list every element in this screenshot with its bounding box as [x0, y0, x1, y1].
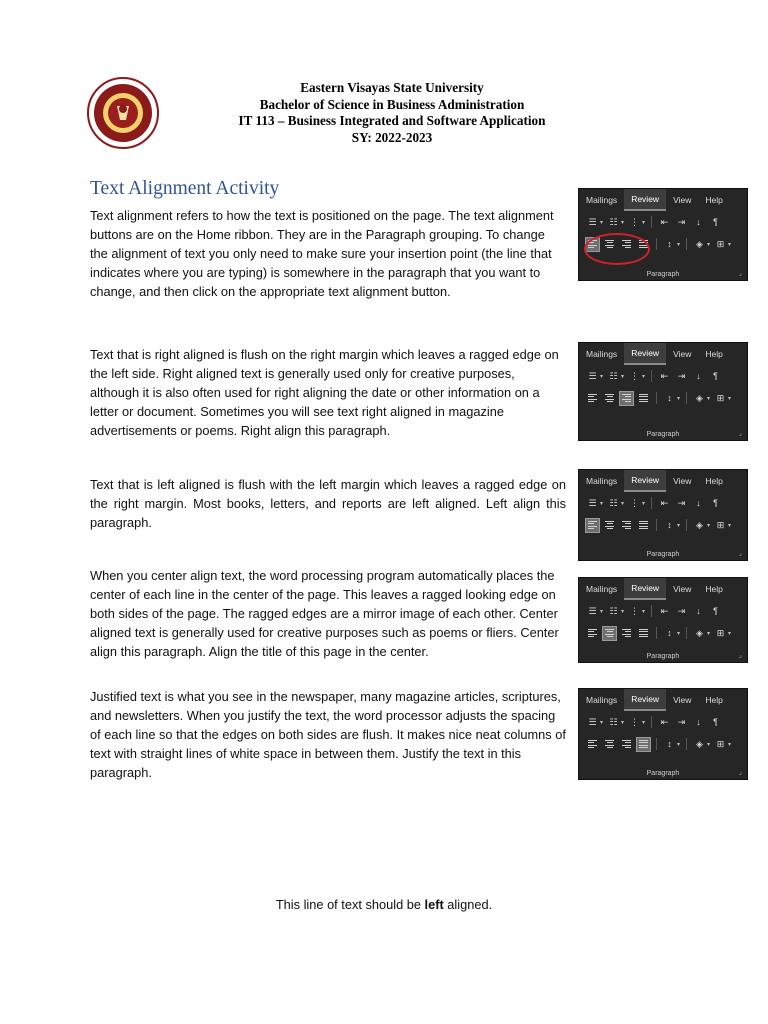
increase-indent-icon[interactable]: ⇥ [677, 216, 686, 227]
paragraph-left-aligned[interactable]: Text that is left aligned is flush with the left margin which leaves a ragged edge on the right margin. Most books, letters, and reports are left aligned. Left align this paragraph. [90, 477, 566, 530]
borders-icon[interactable]: ⊞ [716, 627, 725, 638]
program-name: Bachelor of Science in Business Administration [259, 96, 525, 112]
pilcrow-icon[interactable]: ¶ [713, 371, 718, 381]
line-spacing-icon[interactable]: ↕ [667, 628, 672, 638]
borders-icon[interactable]: ⊞ [716, 738, 725, 749]
increase-indent-icon[interactable]: ⇥ [677, 605, 686, 616]
numbering-icon[interactable]: ☷ [609, 370, 618, 381]
bullets-icon[interactable]: ☰ [588, 497, 597, 508]
borders-icon[interactable]: ⊞ [716, 392, 725, 403]
dropdown-caret-icon[interactable]: ▾ [728, 241, 732, 248]
ribbon-list-row [579, 600, 747, 622]
paragraph-justified[interactable]: Justified text is what you see in the newspaper, many magazine articles, scriptures, and newsletters. When you justify the text, the word processor adjusts the spacing of each line so that the edges on both sides are flush. It makes nice neat columns of text with straight lines of white space in between them. Justify the text in this paragraph. [90, 689, 566, 780]
paragraph-group-label: Paragraph [646, 431, 680, 438]
paragraph-center-aligned[interactable]: When you center align text, the word processing program automatically places the center of each line in the center of the page. This leaves a ragged looking edge on both sides of the page. The ragged edges are a mirror image of each other. Center aligned text is generally used for creative purposes such as poems or fliers. Center align this paragraph. Align the title of this page in the center. [90, 568, 559, 659]
ribbon-separator [656, 627, 657, 639]
ribbon-tabs [579, 189, 747, 211]
ribbon-screenshot [578, 688, 748, 780]
align-right-icon[interactable] [620, 519, 633, 532]
dropdown-caret-icon[interactable]: ▾ [621, 373, 625, 380]
ribbon-list-row [579, 365, 747, 387]
align-left-icon[interactable] [586, 392, 599, 405]
numbering-icon[interactable]: ☷ [609, 605, 618, 616]
dropdown-caret-icon[interactable]: ▾ [707, 741, 711, 748]
paragraph-right-aligned[interactable]: Text that is right aligned is flush on the right margin which leaves a ragged edge on the left side. Right aligned text is generally used only for creative purposes, although it is also often used for right aligning the date or other information on a letter or document. Sometimes you will see text right aligned in magazine advertisements or poems. Right align this paragraph. [90, 347, 559, 438]
ribbon-tabs [579, 689, 747, 711]
dropdown-caret-icon[interactable]: ▾ [621, 219, 625, 226]
highlight-circle [584, 233, 650, 265]
shading-icon[interactable]: ◈ [696, 738, 703, 749]
decrease-indent-icon[interactable]: ⇤ [660, 716, 669, 727]
ribbon-list-row [579, 492, 747, 514]
ribbon-separator [686, 392, 687, 404]
justify-icon[interactable] [637, 738, 650, 751]
shading-icon[interactable]: ◈ [696, 519, 703, 530]
decrease-indent-icon[interactable]: ⇤ [660, 216, 669, 227]
ribbon-separator [656, 238, 657, 250]
dropdown-caret-icon[interactable]: ▾ [642, 373, 646, 380]
footer-line[interactable] [0, 897, 768, 912]
ribbon-screenshot [578, 577, 748, 663]
dialog-launcher-icon[interactable]: ⌟ [738, 652, 742, 659]
shading-icon[interactable]: ◈ [696, 392, 703, 403]
dropdown-caret-icon[interactable]: ▾ [600, 373, 604, 380]
ribbon-tab-mailings[interactable]: Mailings [586, 584, 618, 594]
dialog-launcher-icon[interactable]: ⌟ [738, 769, 742, 776]
justify-icon[interactable] [637, 392, 650, 405]
decrease-indent-icon[interactable]: ⇤ [660, 497, 669, 508]
dropdown-caret-icon[interactable]: ▾ [677, 522, 681, 529]
dropdown-caret-icon[interactable]: ▾ [600, 608, 604, 615]
ribbon-alignment-row [579, 622, 747, 644]
dropdown-caret-icon[interactable]: ▾ [707, 522, 711, 529]
multilevel-list-icon[interactable]: ⋮ [630, 370, 640, 381]
align-right-icon[interactable] [620, 738, 633, 751]
dropdown-caret-icon[interactable]: ▾ [707, 630, 711, 637]
dropdown-caret-icon[interactable]: ▾ [600, 500, 604, 507]
ribbon-separator [656, 738, 657, 750]
dropdown-caret-icon[interactable]: ▾ [621, 719, 625, 726]
pilcrow-icon[interactable]: ¶ [713, 498, 718, 508]
dropdown-caret-icon[interactable]: ▾ [621, 608, 625, 615]
dropdown-caret-icon[interactable]: ▾ [642, 500, 646, 507]
ribbon-tab-mailings[interactable]: Mailings [586, 695, 618, 705]
dropdown-caret-icon[interactable]: ▾ [677, 630, 681, 637]
bullets-icon[interactable]: ☰ [588, 716, 597, 727]
pilcrow-icon[interactable]: ¶ [713, 606, 718, 616]
increase-indent-icon[interactable]: ⇥ [677, 716, 686, 727]
footer-text-after: aligned. [443, 897, 493, 912]
university-name: Eastern Visayas State University [300, 80, 484, 95]
ribbon-separator [686, 238, 687, 250]
footer-text-before: This line of text should be [275, 897, 425, 912]
multilevel-list-icon[interactable]: ⋮ [630, 497, 640, 508]
paragraph-group-label: Paragraph [646, 653, 680, 660]
paragraph-group-label: Paragraph [646, 770, 680, 777]
paragraph-group-label: Paragraph [646, 551, 680, 558]
align-center-icon[interactable] [603, 392, 616, 405]
ribbon-separator [651, 605, 652, 617]
ribbon-separator [651, 497, 652, 509]
dropdown-caret-icon[interactable]: ▾ [677, 395, 681, 402]
ribbon-tab-review[interactable]: Review [624, 470, 666, 492]
decrease-indent-icon[interactable]: ⇤ [660, 370, 669, 381]
ribbon-tab-help[interactable]: Help [705, 476, 723, 486]
ribbon-separator [651, 716, 652, 728]
ribbon-separator [656, 392, 657, 404]
align-right-icon[interactable] [620, 392, 633, 405]
dropdown-caret-icon[interactable]: ▾ [728, 741, 732, 748]
ribbon-tab-review[interactable]: Review [624, 578, 666, 600]
dialog-launcher-icon[interactable]: ⌟ [738, 550, 742, 557]
dropdown-caret-icon[interactable]: ▾ [728, 395, 732, 402]
dialog-launcher-icon[interactable]: ⌟ [738, 270, 742, 277]
ribbon-separator [651, 370, 652, 382]
ribbon-tab-help[interactable]: Help [705, 584, 723, 594]
line-spacing-icon[interactable]: ↕ [667, 739, 672, 749]
document-header [0, 80, 768, 146]
ribbon-separator [651, 216, 652, 228]
ribbon-tab-review[interactable]: Review [624, 343, 666, 365]
increase-indent-icon[interactable]: ⇥ [677, 497, 686, 508]
align-left-icon[interactable] [586, 519, 599, 532]
dropdown-caret-icon[interactable]: ▾ [728, 522, 732, 529]
ribbon-separator [686, 738, 687, 750]
multilevel-list-icon[interactable]: ⋮ [630, 716, 640, 727]
dropdown-caret-icon[interactable]: ▾ [728, 630, 732, 637]
paragraph-group-label: Paragraph [646, 271, 680, 278]
page-title[interactable]: Text Alignment Activity [90, 178, 280, 199]
align-left-icon[interactable] [586, 627, 599, 640]
ribbon-tab-mailings[interactable]: Mailings [586, 349, 618, 359]
ribbon-tab-review[interactable]: Review [624, 189, 666, 211]
line-spacing-icon[interactable]: ↕ [667, 393, 672, 403]
ribbon-tab-view[interactable]: View [673, 584, 692, 594]
align-left-icon[interactable] [586, 738, 599, 751]
ribbon-separator [656, 519, 657, 531]
sort-icon[interactable]: ↓ [696, 717, 701, 727]
pilcrow-icon[interactable]: ¶ [713, 717, 718, 727]
course-name: IT 113 – Business Integrated and Software Application [238, 113, 546, 128]
dropdown-caret-icon[interactable]: ▾ [642, 219, 646, 226]
ribbon-tab-help[interactable]: Help [705, 349, 723, 359]
ribbon-tab-review[interactable]: Review [624, 689, 666, 711]
sort-icon[interactable]: ↓ [696, 498, 701, 508]
align-center-icon[interactable] [603, 738, 616, 751]
dialog-launcher-icon[interactable]: ⌟ [738, 430, 742, 437]
ribbon-tab-mailings[interactable]: Mailings [586, 195, 618, 205]
bullets-icon[interactable]: ☰ [588, 370, 597, 381]
borders-icon[interactable]: ⊞ [716, 519, 725, 530]
ribbon-tabs [579, 343, 747, 365]
ribbon-tab-view[interactable]: View [673, 476, 692, 486]
ribbon-tab-view[interactable]: View [673, 195, 692, 205]
ribbon-list-row [579, 211, 747, 233]
dropdown-caret-icon[interactable]: ▾ [621, 500, 625, 507]
decrease-indent-icon[interactable]: ⇤ [660, 605, 669, 616]
bullets-icon[interactable]: ☰ [588, 605, 597, 616]
shading-icon[interactable]: ◈ [696, 627, 703, 638]
dropdown-caret-icon[interactable]: ▾ [707, 241, 711, 248]
line-spacing-icon[interactable]: ↕ [667, 520, 672, 530]
paragraph-intro[interactable]: Text alignment refers to how the text is positioned on the page. The text alignment buttons are on the Home ribbon. They are in the Paragraph grouping. To change the alignment of text you only need to make sure your insertion point (the line that indicates where you are typing) is somewhere in the paragraph that you want to change, and then click on the appropriate text alignment button. [90, 208, 554, 299]
align-right-icon[interactable] [620, 627, 633, 640]
pilcrow-icon[interactable]: ¶ [713, 217, 718, 227]
ribbon-tab-view[interactable]: View [673, 695, 692, 705]
dropdown-caret-icon[interactable]: ▾ [677, 241, 681, 248]
sort-icon[interactable]: ↓ [696, 606, 701, 616]
shading-icon[interactable]: ◈ [696, 238, 703, 249]
ribbon-separator [686, 519, 687, 531]
sort-icon[interactable]: ↓ [696, 371, 701, 381]
justify-icon[interactable] [637, 519, 650, 532]
dropdown-caret-icon[interactable]: ▾ [677, 741, 681, 748]
align-center-icon[interactable] [603, 519, 616, 532]
ribbon-screenshot [578, 342, 748, 441]
align-center-icon[interactable] [603, 627, 616, 640]
ribbon-screenshot [578, 469, 748, 561]
ribbon-alignment-row [579, 387, 747, 409]
increase-indent-icon[interactable]: ⇥ [677, 370, 686, 381]
sort-icon[interactable]: ↓ [696, 217, 701, 227]
ribbon-alignment-row [579, 514, 747, 536]
multilevel-list-icon[interactable]: ⋮ [630, 605, 640, 616]
dropdown-caret-icon[interactable]: ▾ [707, 395, 711, 402]
ribbon-tab-view[interactable]: View [673, 349, 692, 359]
justify-icon[interactable] [637, 627, 650, 640]
numbering-icon[interactable]: ☷ [609, 497, 618, 508]
ribbon-tab-help[interactable]: Help [705, 195, 723, 205]
numbering-icon[interactable]: ☷ [609, 216, 618, 227]
ribbon-alignment-row [579, 733, 747, 755]
line-spacing-icon[interactable]: ↕ [667, 239, 672, 249]
multilevel-list-icon[interactable]: ⋮ [630, 216, 640, 227]
ribbon-list-row [579, 711, 747, 733]
school-year: SY: 2022-2023 [351, 129, 433, 145]
bullets-icon[interactable]: ☰ [588, 216, 597, 227]
dropdown-caret-icon[interactable]: ▾ [642, 719, 646, 726]
ribbon-tab-help[interactable]: Help [705, 695, 723, 705]
footer-bold-word: left [424, 897, 444, 912]
dropdown-caret-icon[interactable]: ▾ [600, 719, 604, 726]
dropdown-caret-icon[interactable]: ▾ [642, 608, 646, 615]
ribbon-tabs [579, 470, 747, 492]
ribbon-tab-mailings[interactable]: Mailings [586, 476, 618, 486]
ribbon-tabs [579, 578, 747, 600]
ribbon-separator [686, 627, 687, 639]
numbering-icon[interactable]: ☷ [609, 716, 618, 727]
borders-icon[interactable]: ⊞ [716, 238, 725, 249]
dropdown-caret-icon[interactable]: ▾ [600, 219, 604, 226]
